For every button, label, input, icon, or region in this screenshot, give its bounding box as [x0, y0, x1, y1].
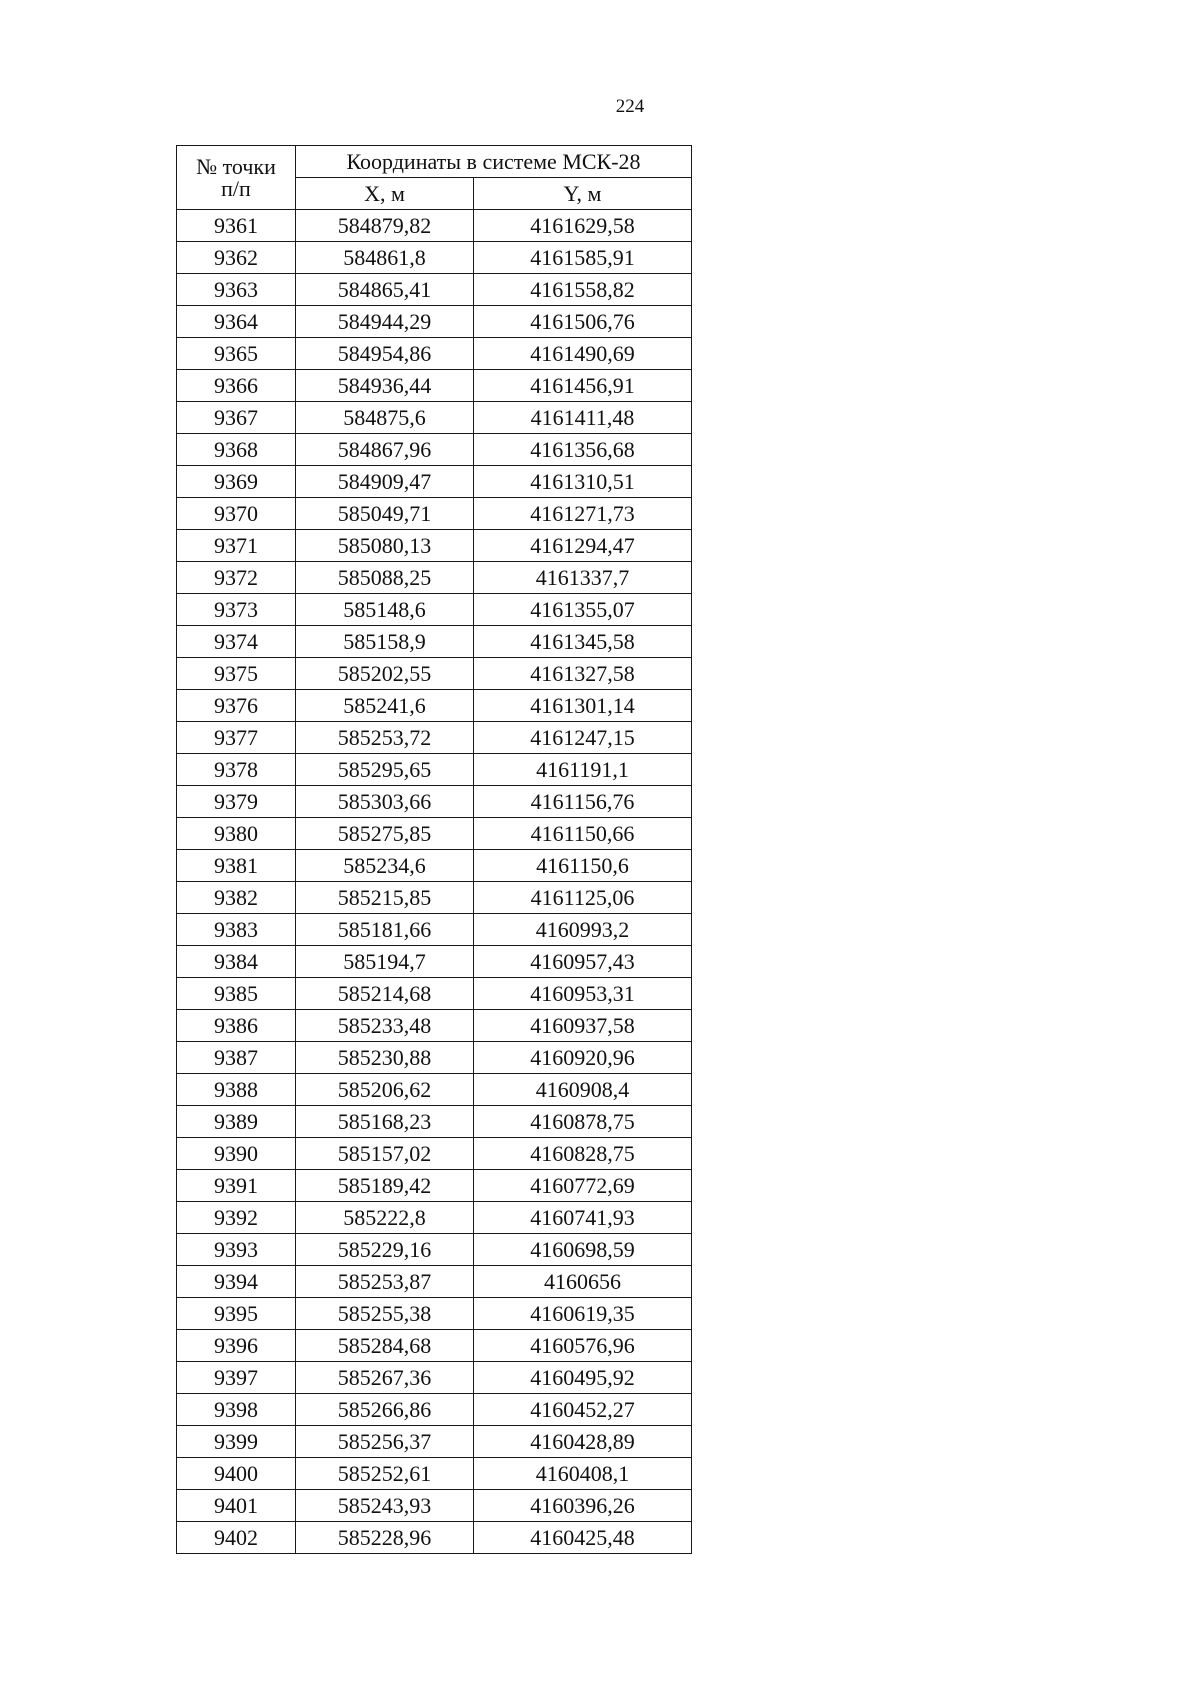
table-row — [177, 1426, 692, 1458]
y-coordinate-cell: 4161337,7 — [474, 562, 692, 594]
table-row — [177, 370, 692, 402]
point-number-cell: 9402 — [177, 1522, 296, 1554]
point-number-cell: 9372 — [177, 562, 296, 594]
point-number-cell: 9367 — [177, 402, 296, 434]
y-coordinate-cell: 4160452,27 — [474, 1394, 692, 1426]
y-coordinate-cell: 4161456,91 — [474, 370, 692, 402]
point-number-cell: 9390 — [177, 1138, 296, 1170]
table-row — [177, 594, 692, 626]
point-number-cell: 9383 — [177, 914, 296, 946]
table-row — [177, 946, 692, 978]
x-coordinate-cell: 585252,61 — [296, 1458, 474, 1490]
y-coordinate-cell: 4161191,1 — [474, 754, 692, 786]
x-coordinate-cell: 585206,62 — [296, 1074, 474, 1106]
x-coordinate-cell: 585243,93 — [296, 1490, 474, 1522]
y-coordinate-cell: 4161150,66 — [474, 818, 692, 850]
point-number-cell: 9371 — [177, 530, 296, 562]
page-number: 224 — [615, 96, 645, 117]
x-coordinate-cell: 585234,6 — [296, 850, 474, 882]
point-number-cell: 9384 — [177, 946, 296, 978]
x-coordinate-cell: 585181,66 — [296, 914, 474, 946]
y-coordinate-cell: 4161490,69 — [474, 338, 692, 370]
x-column-header: X, м — [296, 178, 474, 210]
point-number-cell: 9382 — [177, 882, 296, 914]
point-number-cell: 9376 — [177, 690, 296, 722]
x-coordinate-cell: 584875,6 — [296, 402, 474, 434]
y-coordinate-cell: 4161558,82 — [474, 274, 692, 306]
y-coordinate-cell: 4160619,35 — [474, 1298, 692, 1330]
table-row — [177, 1362, 692, 1394]
table-row — [177, 818, 692, 850]
point-number-cell: 9363 — [177, 274, 296, 306]
point-number-cell: 9398 — [177, 1394, 296, 1426]
table-row — [177, 338, 692, 370]
x-coordinate-cell: 584865,41 — [296, 274, 474, 306]
y-coordinate-cell: 4161327,58 — [474, 658, 692, 690]
point-number-cell: 9394 — [177, 1266, 296, 1298]
table-row — [177, 530, 692, 562]
y-coordinate-cell: 4161247,15 — [474, 722, 692, 754]
x-coordinate-cell: 584867,96 — [296, 434, 474, 466]
y-coordinate-cell: 4161156,76 — [474, 786, 692, 818]
table-row — [177, 498, 692, 530]
y-column-header: Y, м — [474, 178, 692, 210]
x-coordinate-cell: 585049,71 — [296, 498, 474, 530]
header-row-top — [177, 146, 692, 178]
y-coordinate-cell: 4160741,93 — [474, 1202, 692, 1234]
y-coordinate-cell: 4160878,75 — [474, 1106, 692, 1138]
table-row — [177, 466, 692, 498]
table-header — [177, 146, 692, 210]
point-number-cell: 9362 — [177, 242, 296, 274]
x-coordinate-cell: 585233,48 — [296, 1010, 474, 1042]
y-coordinate-cell: 4161271,73 — [474, 498, 692, 530]
x-coordinate-cell: 585229,16 — [296, 1234, 474, 1266]
y-coordinate-cell: 4161506,76 — [474, 306, 692, 338]
point-number-cell: 9401 — [177, 1490, 296, 1522]
x-coordinate-cell: 584954,86 — [296, 338, 474, 370]
point-number-header-line1: № точки — [196, 153, 276, 179]
y-coordinate-cell: 4160920,96 — [474, 1042, 692, 1074]
y-coordinate-cell: 4160656 — [474, 1266, 692, 1298]
table-row — [177, 1042, 692, 1074]
x-coordinate-cell: 585228,96 — [296, 1522, 474, 1554]
x-coordinate-cell: 585148,6 — [296, 594, 474, 626]
point-number-cell: 9375 — [177, 658, 296, 690]
table-row — [177, 1522, 692, 1554]
x-coordinate-cell: 585202,55 — [296, 658, 474, 690]
table-row — [177, 402, 692, 434]
table-row — [177, 210, 692, 242]
table-row — [177, 626, 692, 658]
x-coordinate-cell: 585303,66 — [296, 786, 474, 818]
table-row — [177, 722, 692, 754]
y-coordinate-cell: 4161356,68 — [474, 434, 692, 466]
point-number-cell: 9374 — [177, 626, 296, 658]
table-row — [177, 1234, 692, 1266]
point-number-cell: 9366 — [177, 370, 296, 402]
coordinate-system-header: Координаты в системе МСК-28 — [296, 146, 692, 178]
table-row — [177, 1202, 692, 1234]
y-coordinate-cell: 4160408,1 — [474, 1458, 692, 1490]
table-row — [177, 1394, 692, 1426]
point-number-cell: 9392 — [177, 1202, 296, 1234]
y-coordinate-cell: 4161345,58 — [474, 626, 692, 658]
y-coordinate-cell: 4160828,75 — [474, 1138, 692, 1170]
x-coordinate-cell: 585275,85 — [296, 818, 474, 850]
point-number-header — [177, 146, 296, 210]
x-coordinate-cell: 585284,68 — [296, 1330, 474, 1362]
x-coordinate-cell: 584944,29 — [296, 306, 474, 338]
x-coordinate-cell: 584936,44 — [296, 370, 474, 402]
x-coordinate-cell: 585253,72 — [296, 722, 474, 754]
table-row — [177, 754, 692, 786]
y-coordinate-cell: 4160772,69 — [474, 1170, 692, 1202]
point-number-cell: 9400 — [177, 1458, 296, 1490]
x-coordinate-cell: 585253,87 — [296, 1266, 474, 1298]
table-row — [177, 914, 692, 946]
table-row — [177, 690, 692, 722]
y-coordinate-cell: 4160428,89 — [474, 1426, 692, 1458]
x-coordinate-cell: 585158,9 — [296, 626, 474, 658]
table-row — [177, 1106, 692, 1138]
point-number-cell: 9386 — [177, 1010, 296, 1042]
y-coordinate-cell: 4161585,91 — [474, 242, 692, 274]
point-number-cell: 9399 — [177, 1426, 296, 1458]
point-number-cell: 9387 — [177, 1042, 296, 1074]
point-number-cell: 9393 — [177, 1234, 296, 1266]
point-number-cell: 9391 — [177, 1170, 296, 1202]
x-coordinate-cell: 584861,8 — [296, 242, 474, 274]
table-row — [177, 1458, 692, 1490]
point-number-cell: 9368 — [177, 434, 296, 466]
x-coordinate-cell: 585266,86 — [296, 1394, 474, 1426]
table-row — [177, 786, 692, 818]
point-number-cell: 9389 — [177, 1106, 296, 1138]
table-row — [177, 1266, 692, 1298]
coordinates-table — [176, 145, 692, 1554]
table-body — [177, 210, 692, 1554]
point-number-cell: 9388 — [177, 1074, 296, 1106]
y-coordinate-cell: 4160396,26 — [474, 1490, 692, 1522]
x-coordinate-cell: 585215,85 — [296, 882, 474, 914]
x-coordinate-cell: 585214,68 — [296, 978, 474, 1010]
point-number-cell: 9364 — [177, 306, 296, 338]
table-row — [177, 1490, 692, 1522]
table-row — [177, 306, 692, 338]
y-coordinate-cell: 4160425,48 — [474, 1522, 692, 1554]
y-coordinate-cell: 4161310,51 — [474, 466, 692, 498]
point-number-cell: 9395 — [177, 1298, 296, 1330]
y-coordinate-cell: 4161629,58 — [474, 210, 692, 242]
y-coordinate-cell: 4160953,31 — [474, 978, 692, 1010]
table-row — [177, 850, 692, 882]
point-number-cell: 9373 — [177, 594, 296, 626]
point-number-cell: 9365 — [177, 338, 296, 370]
table-row — [177, 658, 692, 690]
point-number-cell: 9380 — [177, 818, 296, 850]
point-number-cell: 9396 — [177, 1330, 296, 1362]
x-coordinate-cell: 585088,25 — [296, 562, 474, 594]
y-coordinate-cell: 4161301,14 — [474, 690, 692, 722]
point-number-cell: 9385 — [177, 978, 296, 1010]
y-coordinate-cell: 4160576,96 — [474, 1330, 692, 1362]
x-coordinate-cell: 585256,37 — [296, 1426, 474, 1458]
y-coordinate-cell: 4161150,6 — [474, 850, 692, 882]
y-coordinate-cell: 4160957,43 — [474, 946, 692, 978]
table-row — [177, 1138, 692, 1170]
point-number-cell: 9379 — [177, 786, 296, 818]
point-number-cell: 9377 — [177, 722, 296, 754]
point-number-cell: 9369 — [177, 466, 296, 498]
table-row — [177, 1170, 692, 1202]
y-coordinate-cell: 4161125,06 — [474, 882, 692, 914]
x-coordinate-cell: 585157,02 — [296, 1138, 474, 1170]
y-coordinate-cell: 4160495,92 — [474, 1362, 692, 1394]
point-number-cell: 9378 — [177, 754, 296, 786]
x-coordinate-cell: 585168,23 — [296, 1106, 474, 1138]
y-coordinate-cell: 4161294,47 — [474, 530, 692, 562]
point-number-cell: 9397 — [177, 1362, 296, 1394]
table-row — [177, 434, 692, 466]
table-row — [177, 1010, 692, 1042]
table-row — [177, 562, 692, 594]
x-coordinate-cell: 585194,7 — [296, 946, 474, 978]
table-row — [177, 242, 692, 274]
x-coordinate-cell: 585222,8 — [296, 1202, 474, 1234]
x-coordinate-cell: 585295,65 — [296, 754, 474, 786]
y-coordinate-cell: 4160908,4 — [474, 1074, 692, 1106]
table-row — [177, 274, 692, 306]
x-coordinate-cell: 585080,13 — [296, 530, 474, 562]
x-coordinate-cell: 585230,88 — [296, 1042, 474, 1074]
table-row — [177, 1330, 692, 1362]
table-row — [177, 882, 692, 914]
x-coordinate-cell: 585255,38 — [296, 1298, 474, 1330]
table-row — [177, 1074, 692, 1106]
x-coordinate-cell: 584909,47 — [296, 466, 474, 498]
x-coordinate-cell: 584879,82 — [296, 210, 474, 242]
table-row — [177, 1298, 692, 1330]
point-number-cell: 9370 — [177, 498, 296, 530]
x-coordinate-cell: 585241,6 — [296, 690, 474, 722]
y-coordinate-cell: 4160993,2 — [474, 914, 692, 946]
y-coordinate-cell: 4161411,48 — [474, 402, 692, 434]
point-number-cell: 9361 — [177, 210, 296, 242]
table-row — [177, 978, 692, 1010]
x-coordinate-cell: 585267,36 — [296, 1362, 474, 1394]
y-coordinate-cell: 4161355,07 — [474, 594, 692, 626]
y-coordinate-cell: 4160698,59 — [474, 1234, 692, 1266]
point-number-cell: 9381 — [177, 850, 296, 882]
point-number-header-line2: п/п — [221, 175, 251, 201]
y-coordinate-cell: 4160937,58 — [474, 1010, 692, 1042]
x-coordinate-cell: 585189,42 — [296, 1170, 474, 1202]
